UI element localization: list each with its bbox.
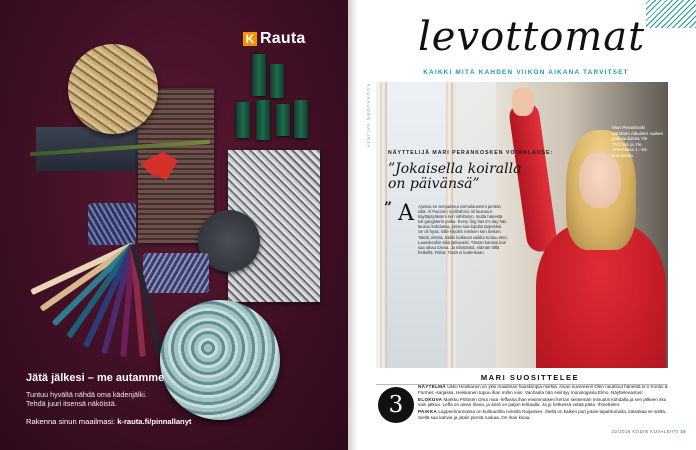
green-tile-sample xyxy=(236,54,318,142)
article-body: Ajoissa en tempaissut voimalauseeni perään siitä. Al Pacinon roolihahmo oli lausunut käyttäytyäkseni sen vähittelyn, mutta hänestä tuli gangsterin poika. Every dog has it's day hän lausuu kohdassa, jossa saa lopulta tarpeeksi. Se oli hyvä. Sille kirjoitin mieleen sen hetken. Taksit, elämä, kaikki kulkevat vaikka tuntuu ettei. Lausekeskin siitä jatkuvasti. Tämän kanssa kun saa aikaa toivoa. Ja elämänsä, elämän tällä hetkellä. Päivä. Tiedä ei kuitenkaan. xyxy=(418,204,508,255)
reco-label: ELOKUVA xyxy=(418,396,443,402)
article-dropcap: A xyxy=(398,201,414,226)
article-kicker: NÄYTTELIJÄ MARI PERANKOSKEN VOIMALAUSE: xyxy=(388,150,554,156)
ad-body-line-1: Tuntuu hyvältä nähdä oma kädenjälki. xyxy=(26,390,147,399)
list-item xyxy=(418,409,676,421)
blue-mosaic-sample xyxy=(88,203,136,245)
krauta-k-mark: K xyxy=(243,32,257,46)
page-folio xyxy=(612,429,686,434)
leaf-wallpaper-plate xyxy=(68,44,158,134)
ad-headline: Jätä jälkesi – me autamme xyxy=(26,372,165,384)
reco-label: PAIKKA xyxy=(418,409,438,415)
color-swatch-fan xyxy=(20,245,150,360)
opening-quote-mark: ” xyxy=(384,200,393,216)
reco-text: Lappeenrannassa on kulttuuritila nimeltä Nuijamies. Siellä on kaiken pari jotain tapahtumista, katsokaa se sieltä. Siellä saa kahvia ja jotain pientä ruokaa. On ihan kivaa. xyxy=(418,409,667,420)
ad-cta-link[interactable]: k-rauta.fi/pinnallanyt xyxy=(117,417,192,426)
person-hand xyxy=(512,88,534,116)
section-title: levottomat xyxy=(418,14,646,60)
folio-page-number: 15 xyxy=(680,429,686,434)
list-item xyxy=(418,384,676,396)
photo-caption: Mari Perankoski nähdään Aikuisen naisen joululauluissa Yle TV1:ssä ja Yle Areenassa 1.–24. joulukuuta. xyxy=(612,125,664,158)
corner-stripes-decoration xyxy=(646,0,696,28)
blue-mosaic-sample-2 xyxy=(143,253,209,293)
folio-date: 22/2016 xyxy=(611,429,631,434)
reco-text: Ukko Heiskanen on yksi maailman hauskimpia miehiä. Aivan suvereeni! Olen nauttinut hänestä tv:n Kontio & Formes -sarjassa. Heiskanen tupuu ihan mihin vain. Vanhasta hän esiintyy monologissa Elmo. Näyttelevantus! xyxy=(418,384,668,395)
reco-text: Markku Pölönen Oma maa -leffassa ihan ensimmäisen kerran seitsemän minuutin kohdalla ja sen jälkeen itku vain jatkuu. Leffa on aivan ihana, ja siinä on paljon tehtaalla. Ja jo hetkessä vetää pään. Ihmettelen. xyxy=(418,396,667,408)
reco-label: NÄYTELMÄ xyxy=(418,384,446,389)
krauta-logo[interactable] xyxy=(243,30,305,48)
spine-shadow xyxy=(348,0,358,450)
ad-body-line-2: Tehdä juuri itsensä näköistä. xyxy=(26,399,117,408)
vertical-tag: KUUKAUDEN VALINTA xyxy=(366,84,371,149)
person-face xyxy=(579,152,621,208)
recommendations-list xyxy=(418,384,676,422)
recommendations-number-badge: 3 xyxy=(378,387,414,423)
krauta-wordmark: Rauta xyxy=(260,30,306,47)
article-title: ”Jokaisella koiralla on päivänsä” xyxy=(388,161,522,192)
ad-body xyxy=(26,390,276,408)
ad-cta-prefix: Rakenna sinun maailmasi: xyxy=(26,417,116,426)
folio-publication: KODIN KUVALEHTI xyxy=(632,429,679,434)
section-subtitle: KAIKKI MITÄ KAHDEN VIIKON AIKANA TARVITSET xyxy=(423,69,629,76)
list-item xyxy=(418,397,676,409)
recommendations-title: MARI SUOSITTELEE xyxy=(480,373,580,382)
ad-cta xyxy=(26,417,191,426)
